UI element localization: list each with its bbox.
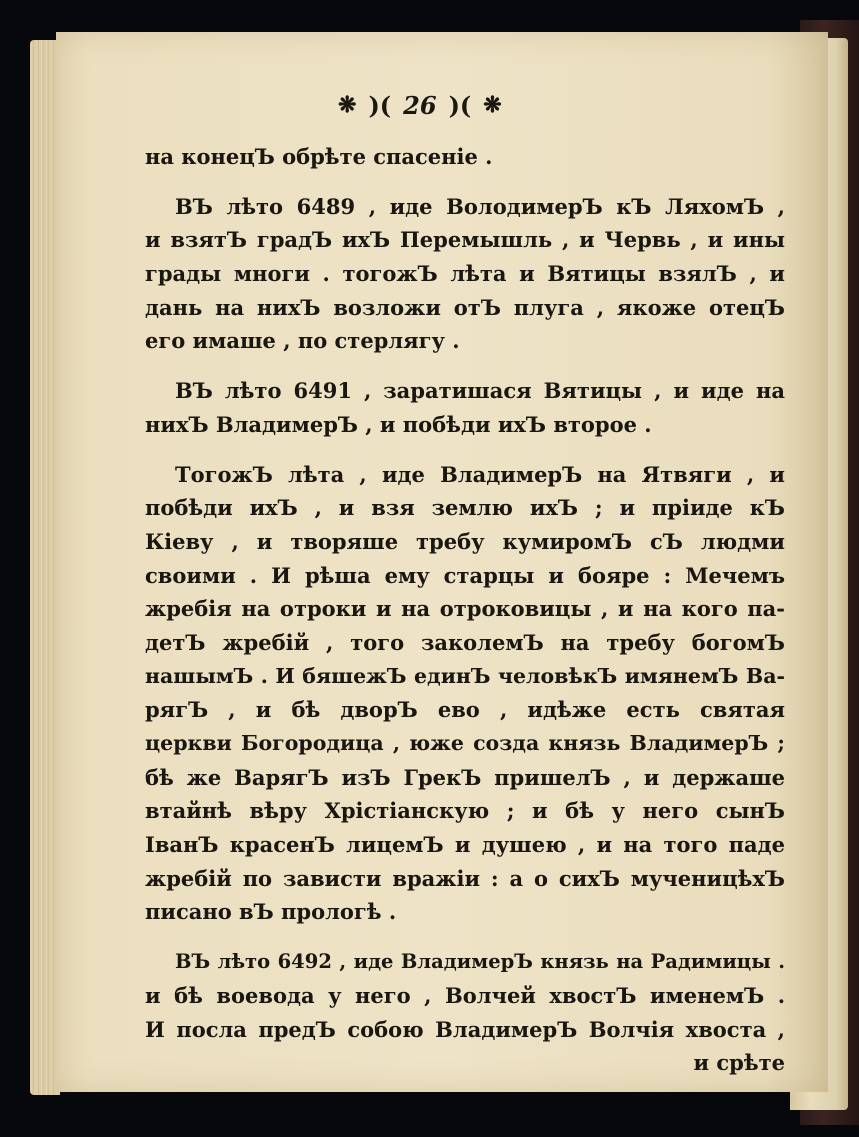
text-line: ВЪ лѣто 6489 , иде ВолодимерЪ кЪ ЛяхомЪ , bbox=[175, 193, 785, 219]
text-line: ВЪ лѣто 6491 , заратишася Вятицы , и иде на bbox=[175, 378, 785, 404]
text-line: втайнѣ вѣру Хрістіанскую ; и бѣ у него сынЪ bbox=[145, 798, 785, 824]
text-line: рягЪ , и бѣ дворЪ ево , идѣже есть святая bbox=[145, 697, 785, 723]
text-line: ТогожЪ лѣта , иде ВладимерЪ на Ятвяги , и bbox=[175, 461, 785, 487]
text-line: его имаше , по стерлягу . bbox=[145, 328, 460, 354]
text-line: детЪ жребій , того заколемЪ на требу богомЪ bbox=[145, 629, 785, 655]
text-line: И посла предЪ собою ВладимерЪ Волчія хвоста , bbox=[145, 1016, 785, 1042]
text-line: нашымЪ . И бяшежЪ единЪ человѣкЪ имянемЪ Ва- bbox=[145, 663, 785, 688]
text-line: жребій по зависти вражіи : а о сихЪ мученицѣхЪ bbox=[145, 865, 785, 891]
text-line: своими . И рѣша ему старцы и бояре : Мечемъ bbox=[145, 562, 785, 588]
text-line: ВЪ лѣто 6492 , иде ВладимерЪ князь на Радимицы . bbox=[175, 950, 785, 974]
text-line: бѣ же ВарягЪ изЪ ГрекЪ пришелЪ , и держаше bbox=[145, 764, 785, 790]
page-number: 26 bbox=[403, 90, 437, 120]
text-line: церкви Богородица , юже созда князь ВладимерЪ ; bbox=[145, 731, 785, 755]
body-text bbox=[145, 140, 785, 1080]
right-bracket: )( bbox=[448, 90, 472, 120]
text-line: грады многи . тогожЪ лѣта и Вятицы взялЪ , и bbox=[145, 261, 785, 287]
catchword: и срѣте bbox=[693, 1050, 785, 1076]
left-bracket: )( bbox=[368, 90, 392, 120]
left-ornament: ❋ bbox=[338, 92, 357, 118]
text-line: ІванЪ красенЪ лицемЪ и душею , и на того паде bbox=[145, 832, 785, 858]
text-line: и взятЪ градЪ ихЪ Перемышль , и Червь , и ины bbox=[145, 227, 785, 253]
text-line: жребія на отроки и на отроковицы , и на кого па- bbox=[145, 596, 785, 622]
right-ornament: ❋ bbox=[483, 92, 502, 118]
text-line: и бѣ воевода у него , Волчей хвостЪ именемЪ . bbox=[145, 982, 785, 1008]
text-line: писано вЪ прологѣ . bbox=[145, 899, 397, 925]
page-header bbox=[338, 85, 598, 125]
text-line: побѣди ихЪ , и взя землю ихЪ ; и пріиде кЪ bbox=[145, 495, 785, 521]
text-line: на конецЪ обрѣте спасеніе . bbox=[145, 144, 493, 169]
text-line: Кіеву , и творяше требу кумиромЪ сЪ людми bbox=[145, 528, 785, 554]
text-line: нихЪ ВладимерЪ , и побѣди ихЪ второе . bbox=[145, 411, 652, 437]
text-line: дань на нихЪ возложи отЪ плуга , якоже отецЪ bbox=[145, 294, 785, 320]
